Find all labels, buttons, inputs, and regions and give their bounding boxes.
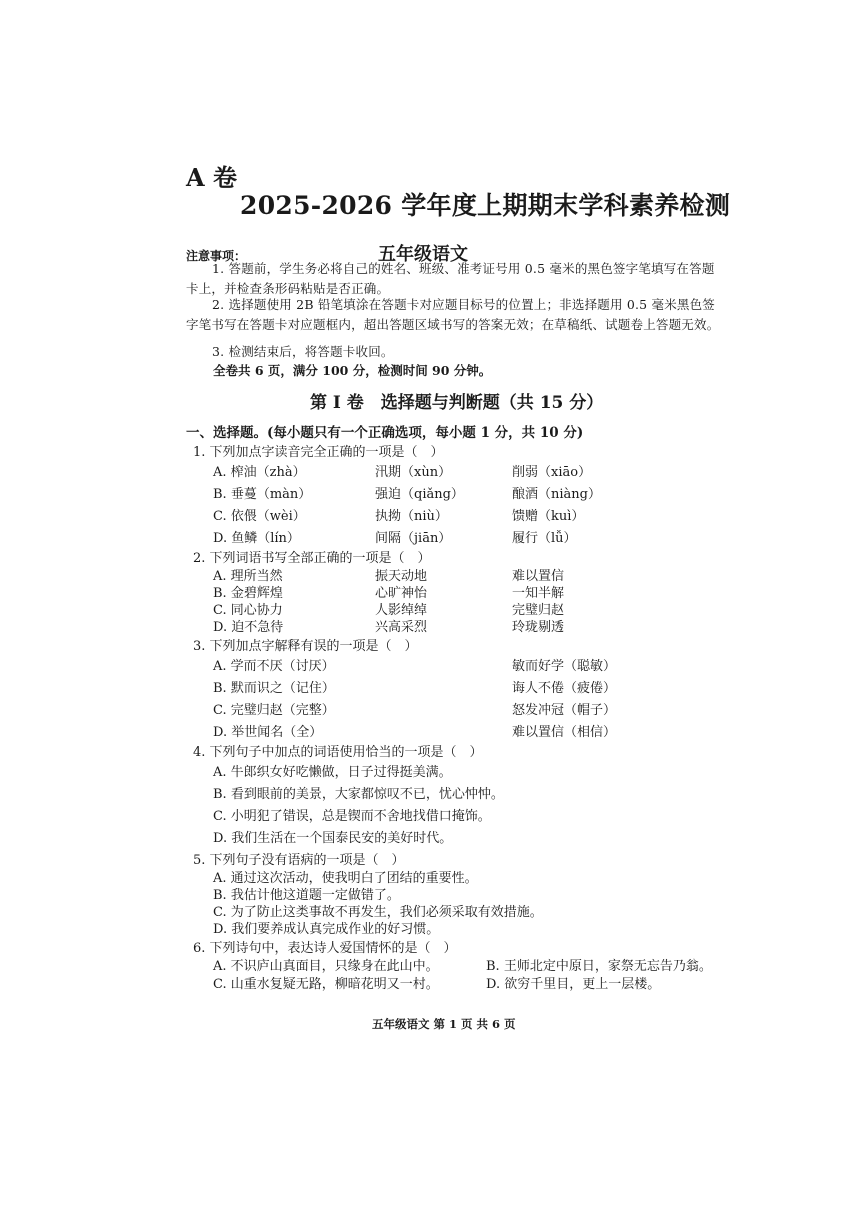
question-option: D. 举世闻名（全）	[213, 725, 323, 740]
question-option: B. 金碧辉煌	[213, 586, 283, 601]
question-option: 难以置信	[512, 569, 565, 584]
question-option: C. 山重水复疑无路，柳暗花明又一村。	[213, 977, 439, 992]
notice-item: 2. 选择题使用 2B 铅笔填涂在答题卡对应题目标号的位置上；非选择题用 0.5 毫米黑色签字笔书写在答题卡对应题框内，超出答题区域书写的答案无效；在草稿纸、试题卷上答题无效。	[186, 297, 720, 332]
notice-item: 3. 检测结束后，将答题卡收回。	[212, 344, 394, 359]
question-option: 敏而好学（聪敏）	[512, 659, 617, 674]
question-option: D. 迫不急待	[213, 620, 284, 635]
question-stem: 3. 下列加点字解释有误的一项是（ ）	[193, 639, 418, 654]
question-option: 酿酒（niàng）	[512, 487, 601, 502]
question-option: 间隔（jiān）	[375, 531, 452, 546]
question-option: 玲珑剔透	[512, 620, 565, 635]
question-option: D. 我们要养成认真完成作业的好习惯。	[213, 922, 440, 937]
question-option: D. 欲穷千里目，更上一层楼。	[486, 977, 661, 992]
question-option: 兴高采烈	[375, 620, 428, 635]
page-footer: 五年级语文 第 1 页 共 6 页	[372, 1017, 516, 1031]
question-option: A. 牛郎织女好吃懒做，日子过得挺美满。	[213, 765, 452, 780]
question-option: 振天动地	[375, 569, 428, 584]
question-option: B. 王师北定中原日，家祭无忘告乃翁。	[486, 959, 712, 974]
part-title: 一、选择题。(每小题只有一个正确选项，每小题 1 分，共 10 分)	[186, 425, 584, 441]
question-option: 执拗（niù）	[375, 509, 448, 524]
question-option: 心旷神怡	[375, 586, 428, 601]
question-option: 完璧归赵	[512, 603, 565, 618]
question-stem: 2. 下列词语书写全部正确的一项是（ ）	[193, 551, 431, 566]
question-option: C. 为了防止这类事故不再发生，我们必须采取有效措施。	[213, 905, 543, 920]
question-option: D. 鱼鳞（lín）	[213, 531, 300, 546]
question-stem: 6. 下列诗句中，表达诗人爱国情怀的是（ ）	[193, 941, 457, 956]
question-option: A. 通过这次活动，使我明白了团结的重要性。	[213, 871, 478, 886]
question-option: A. 学而不厌（讨厌）	[213, 659, 335, 674]
question-option: 人影绰绰	[375, 603, 428, 618]
question-option: 难以置信（相信）	[512, 725, 617, 740]
question-option: B. 看到眼前的美景，大家都惊叹不已，忧心忡忡。	[213, 787, 504, 802]
subject-title: 五年级语文	[378, 244, 468, 265]
question-stem: 5. 下列句子没有语病的一项是（ ）	[193, 853, 405, 868]
question-option: 强迫（qiǎng）	[375, 487, 464, 502]
question-stem: 1. 下列加点字读音完全正确的一项是（ ）	[193, 445, 444, 460]
question-option: D. 我们生活在一个国泰民安的美好时代。	[213, 831, 453, 846]
question-option: 怒发冲冠（帽子）	[512, 703, 617, 718]
question-option: 一知半解	[512, 586, 565, 601]
question-option: 馈赠（kuì）	[512, 509, 585, 524]
question-option: 诲人不倦（疲倦）	[512, 681, 617, 696]
notice-item: 1. 答题前，学生务必将自己的姓名、班级、准考证号用 0.5 毫米的黑色签字笔填写在答题卡上，并检查条形码粘贴是否正确。	[186, 261, 715, 296]
section-title: 第 I 卷 选择题与判断题（共 15 分）	[310, 393, 604, 413]
exam-title: 2025-2026 学年度上期期末学科素养检测	[240, 191, 731, 220]
question-stem: 4. 下列句子中加点的词语使用恰当的一项是（ ）	[193, 745, 483, 760]
paper-version-label: A 卷	[186, 163, 237, 192]
notice-label: 注意事项：	[186, 249, 247, 263]
question-option: B. 垂蔓（màn）	[213, 487, 312, 502]
question-option: B. 默而识之（记住）	[213, 681, 335, 696]
question-option: A. 理所当然	[213, 569, 283, 584]
question-option: C. 依偎（wèi）	[213, 509, 306, 524]
question-option: A. 榨油（zhà）	[213, 465, 306, 480]
question-option: C. 同心协力	[213, 603, 283, 618]
question-option: A. 不识庐山真面目，只缘身在此山中。	[213, 959, 439, 974]
question-option: 履行（lǚ）	[512, 531, 577, 546]
question-option: B. 我估计他这道题一定做错了。	[213, 888, 400, 903]
question-option: C. 完璧归赵（完整）	[213, 703, 335, 718]
question-option: C. 小明犯了错误，总是锲而不舍地找借口掩饰。	[213, 809, 491, 824]
question-option: 削弱（xiāo）	[512, 465, 592, 480]
exam-summary: 全卷共 6 页，满分 100 分，检测时间 90 分钟。	[213, 363, 492, 378]
question-option: 汛期（xùn）	[375, 465, 452, 480]
